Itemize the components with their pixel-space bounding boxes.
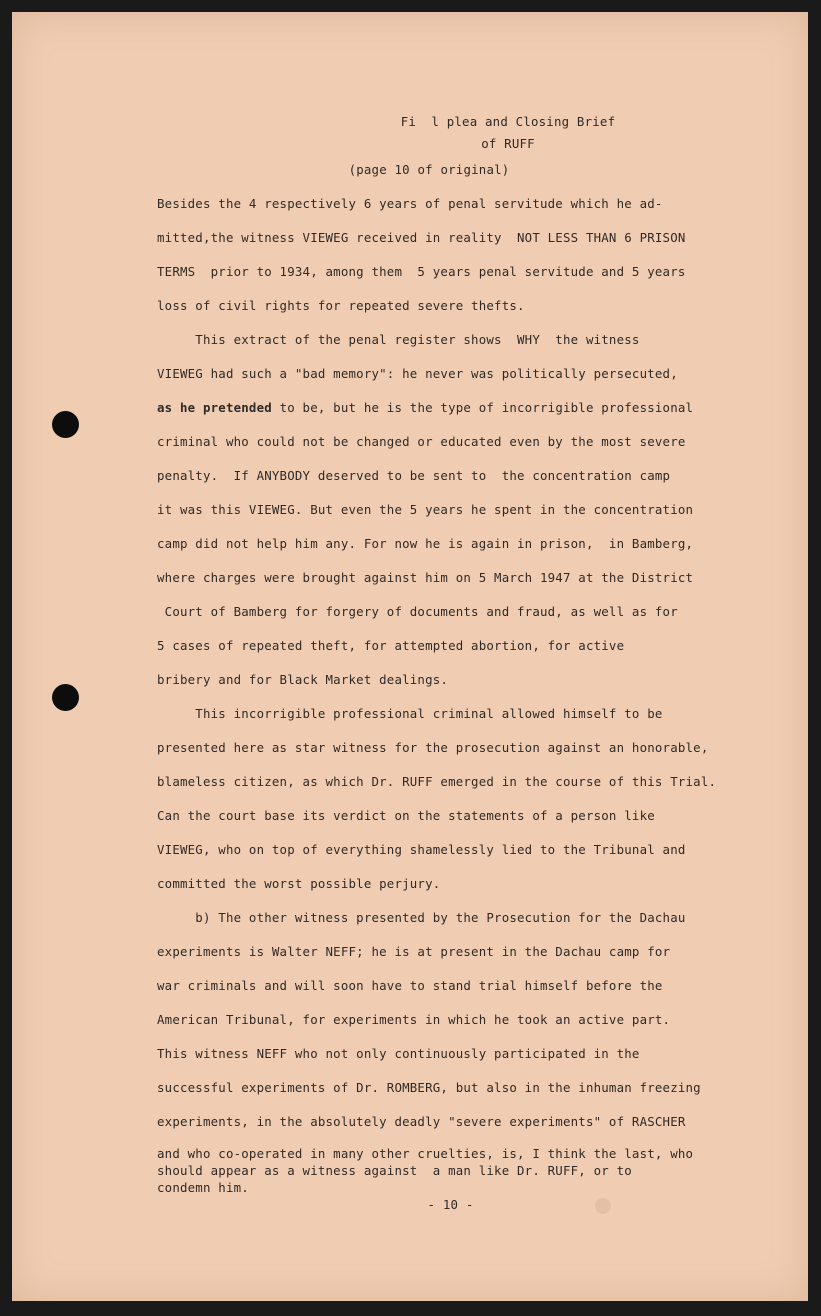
text-line: This incorrigible professional criminal allowed himself to be — [157, 706, 663, 721]
text-line: experiments is Walter NEFF; he is at present in the Dachau camp for — [157, 944, 671, 959]
text-line: blameless citizen, as which Dr. RUFF emerged in the course of this Trial. — [157, 774, 717, 789]
text-segment: to be, but he is the type of incorrigible professional — [271, 400, 694, 415]
text-line: 5 cases of repeated theft, for attempted abortion, for active — [157, 638, 625, 653]
text-line: VIEWEG, who on top of everything shamelessly lied to the Tribunal and — [157, 842, 686, 857]
document-title: Fi l plea and Closing Brief — [400, 114, 616, 129]
emphasized-phrase: as he pretended — [157, 400, 272, 415]
text-line: This witness NEFF who not only continuously participated in the — [157, 1046, 640, 1061]
text-line: This extract of the penal register shows WHY the witness — [157, 332, 640, 347]
text-line: should appear as a witness against a man like Dr. RUFF, or to — [157, 1163, 632, 1178]
text-line: Court of Bamberg for forgery of documents and fraud, as well as for — [157, 604, 678, 619]
text-line: loss of civil rights for repeated severe thefts. — [157, 298, 525, 313]
text-line — [157, 400, 693, 415]
text-line: presented here as star witness for the prosecution against an honorable, — [157, 740, 709, 755]
punch-hole — [52, 684, 79, 711]
text-line: American Tribunal, for experiments in which he took an active part. — [157, 1012, 671, 1027]
text-line: where charges were brought against him on 5 March 1947 at the District — [157, 570, 694, 585]
text-line: committed the worst possible perjury. — [157, 876, 441, 891]
text-line: war criminals and will soon have to stand trial himself before the — [157, 978, 663, 993]
punch-hole — [52, 411, 79, 438]
document-subtitle: of RUFF — [481, 136, 535, 151]
text-line: penalty. If ANYBODY deserved to be sent to the concentration camp — [157, 468, 671, 483]
text-line: bribery and for Black Market dealings. — [157, 672, 449, 687]
text-line: VIEWEG had such a "bad memory": he never was politically persecuted, — [157, 366, 678, 381]
text-line: b) The other witness presented by the Prosecution for the Dachau — [157, 910, 686, 925]
text-line: criminal who could not be changed or educated even by the most severe — [157, 434, 686, 449]
text-line: Besides the 4 respectively 6 years of penal servitude which he ad- — [157, 196, 663, 211]
text-line: successful experiments of Dr. ROMBERG, but also in the inhuman freezing — [157, 1080, 701, 1095]
page-reference: (page 10 of original) — [348, 162, 510, 177]
text-line: mitted,the witness VIEWEG received in reality NOT LESS THAN 6 PRISON — [157, 230, 686, 245]
text-line: Can the court base its verdict on the statements of a person like — [157, 808, 655, 823]
text-line: and who co-operated in many other cruelties, is, I think the last, who — [157, 1146, 694, 1161]
text-line: condemn him. — [157, 1180, 249, 1195]
text-line: experiments, in the absolutely deadly "severe experiments" of RASCHER — [157, 1114, 686, 1129]
text-line: camp did not help him any. For now he is again in prison, in Bamberg, — [157, 536, 694, 551]
page-number: - 10 - — [427, 1197, 474, 1212]
text-line: TERMS prior to 1934, among them 5 years penal servitude and 5 years — [157, 264, 686, 279]
text-line: it was this VIEWEG. But even the 5 years he spent in the concentration — [157, 502, 694, 517]
